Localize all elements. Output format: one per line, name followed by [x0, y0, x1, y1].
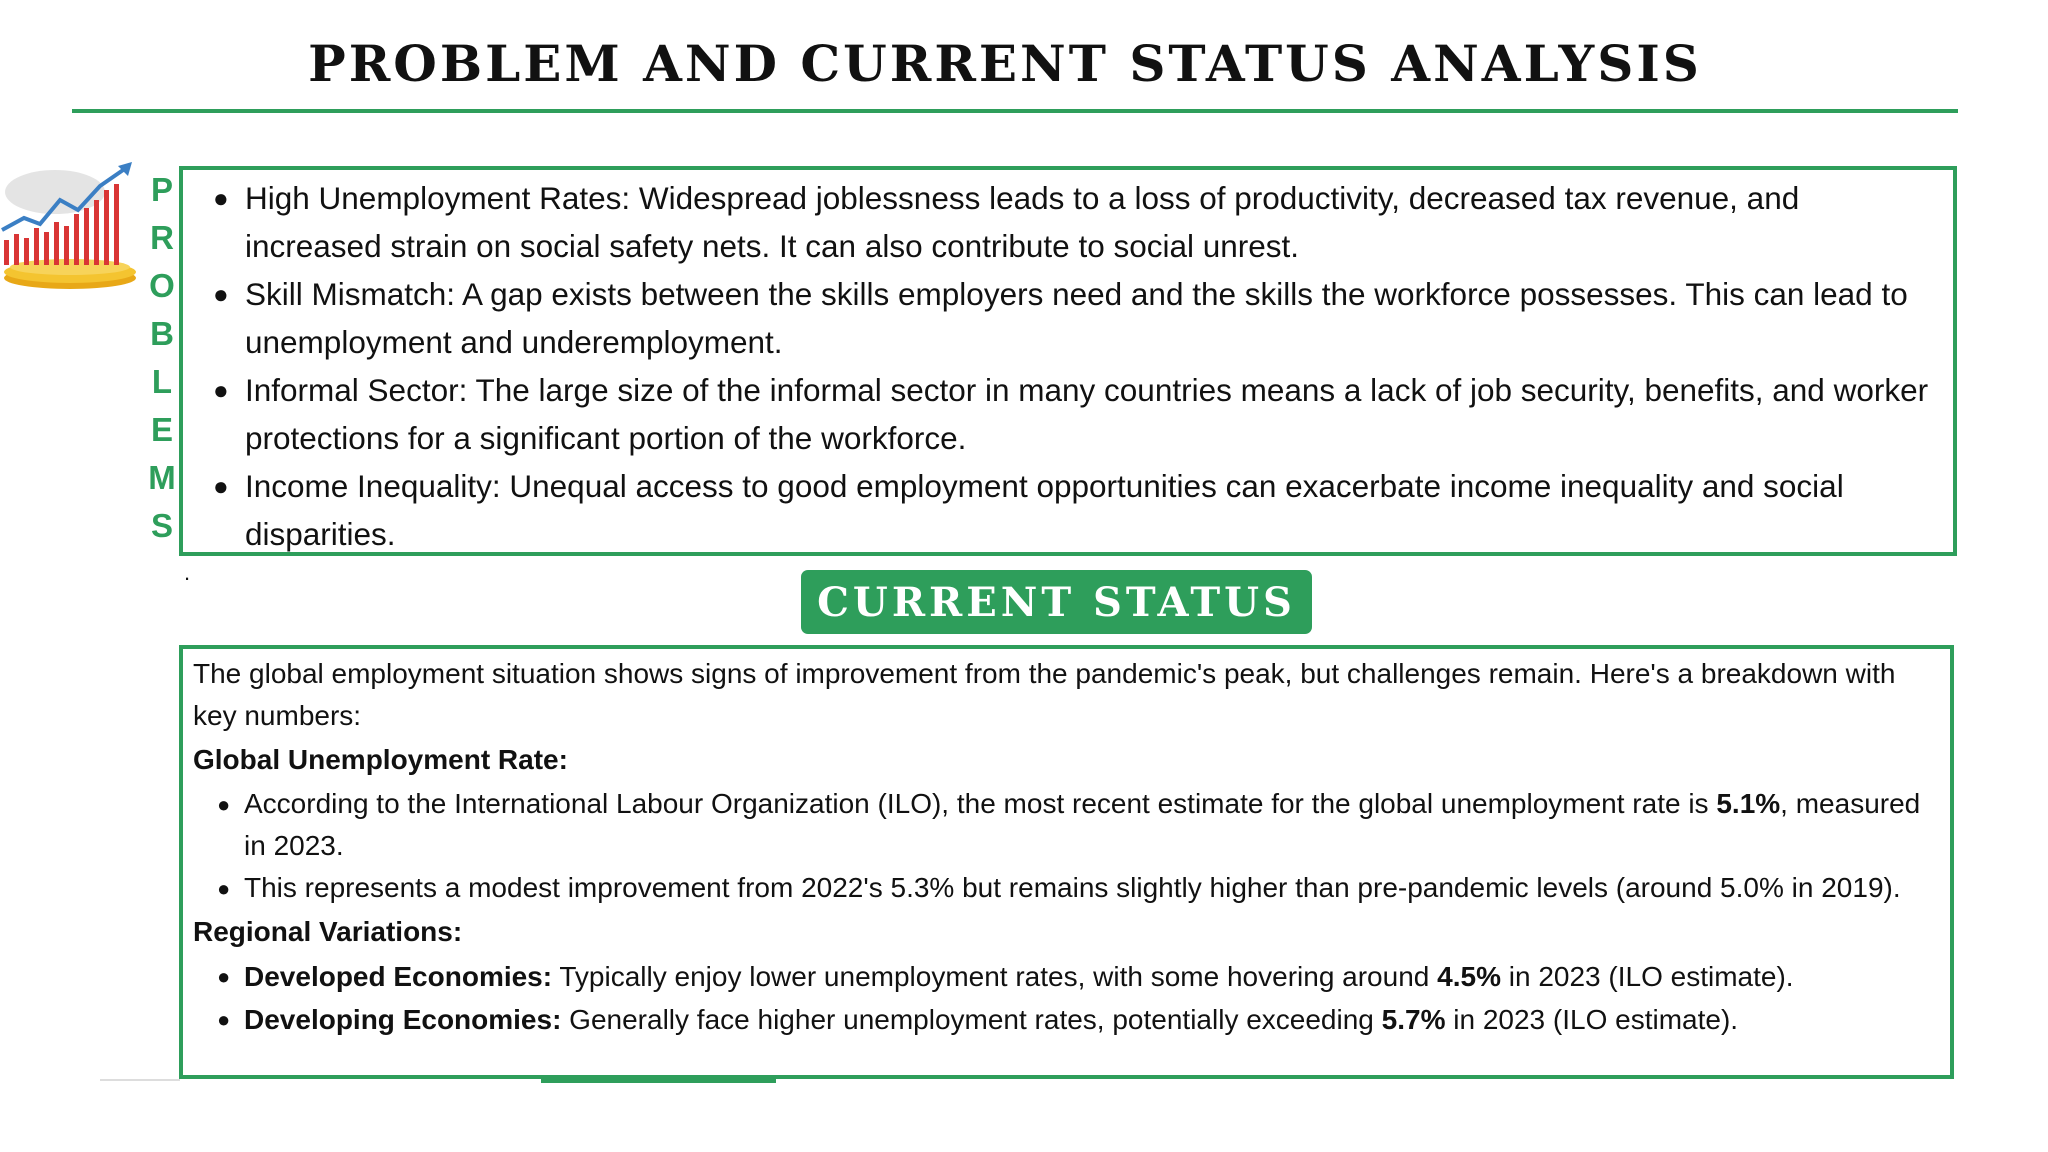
- item-label: Developing Economies:: [244, 1004, 562, 1035]
- list-item: [213, 366, 1933, 462]
- item-text: in 2023 (ILO estimate).: [1500, 961, 1794, 992]
- status-intro: The global employment situation shows signs of improvement from the pandemic's peak, but challenges remain. Here's a breakdown with key numbers:: [193, 658, 1896, 731]
- regional-heading: Regional Variations:: [193, 916, 463, 947]
- bullet-icon: ●: [217, 964, 231, 989]
- bullet-icon: ●: [217, 1007, 231, 1032]
- list-item: [193, 955, 1934, 998]
- problems-letter: B: [150, 315, 174, 352]
- item-text: in 2023 (ILO estimate).: [1445, 1004, 1739, 1035]
- global-rate-list: [193, 783, 1934, 909]
- list-item: [213, 270, 1933, 366]
- item-figure: 5.1%: [1716, 788, 1781, 819]
- item-text: Typically enjoy lower unemployment rates, with some hovering around: [552, 961, 1438, 992]
- item-figure: 4.5%: [1437, 961, 1501, 992]
- item-label: Developed Economies:: [244, 961, 553, 992]
- title-divider: [72, 109, 1958, 113]
- problems-letter: L: [151, 363, 173, 400]
- bullet-icon: ●: [213, 375, 229, 405]
- problems-letter: R: [150, 219, 174, 256]
- problems-panel: [179, 166, 1957, 556]
- problems-letter: E: [150, 411, 173, 448]
- problem-text: Skill Mismatch: A gap exists between the skills employers need and the skills the workforce possesses. This can lead to unemployment and underemployment.: [245, 276, 1908, 360]
- item-text: Generally face higher unemployment rates, potentially exceeding: [561, 1004, 1382, 1035]
- current-status-panel: [179, 645, 1954, 1079]
- bullet-icon: ●: [213, 471, 229, 501]
- footer-accent-bar: [541, 1077, 776, 1083]
- chart-with-coins-icon: [0, 160, 140, 295]
- bullet-icon: ●: [213, 279, 229, 309]
- list-item: [193, 783, 1934, 867]
- bullet-icon: ●: [213, 183, 229, 213]
- bullet-icon: ●: [217, 792, 231, 817]
- footer-divider: [100, 1079, 180, 1081]
- problem-text: High Unemployment Rates: Widespread joblessness leads to a loss of productivity, decreased tax revenue, and increased strain on social safety nets. It can also contribute to social unrest.: [245, 180, 1800, 264]
- problems-list: [213, 174, 1933, 558]
- problems-letter: P: [150, 171, 173, 208]
- problem-text: Income Inequality: Unequal access to good employment opportunities can exacerbate income inequality and social disparities.: [245, 468, 1844, 552]
- global-rate-heading: Global Unemployment Rate:: [193, 744, 568, 775]
- item-text: , measured in 2023.: [244, 788, 1921, 861]
- problems-letter: O: [149, 267, 175, 304]
- list-item: [193, 867, 1934, 909]
- list-item: [213, 462, 1933, 558]
- list-item: [193, 998, 1934, 1041]
- problems-letter: S: [150, 507, 173, 544]
- item-text: According to the International Labour Organization (ILO), the most recent estimate for the global unemployment rate is: [244, 788, 1717, 819]
- list-item: [213, 174, 1933, 270]
- problems-vertical-label: [144, 166, 180, 550]
- current-status-heading: CURRENT STATUS: [801, 570, 1312, 634]
- item-figure: 5.7%: [1381, 1004, 1446, 1035]
- regional-list: [193, 955, 1934, 1041]
- stray-mark: .: [184, 560, 191, 585]
- item-text: This represents a modest improvement from 2022's 5.3% but remains slightly higher than pre-pandemic levels (around 5.0% in 2019).: [244, 872, 1901, 903]
- bullet-icon: ●: [217, 876, 231, 901]
- problem-text: Informal Sector: The large size of the informal sector in many countries means a lack of job security, benefits, and worker protections for a significant portion of the workforce.: [245, 372, 1929, 456]
- page-title: PROBLEM AND CURRENT STATUS ANALYSIS: [308, 34, 1702, 93]
- problems-letter: M: [148, 459, 176, 496]
